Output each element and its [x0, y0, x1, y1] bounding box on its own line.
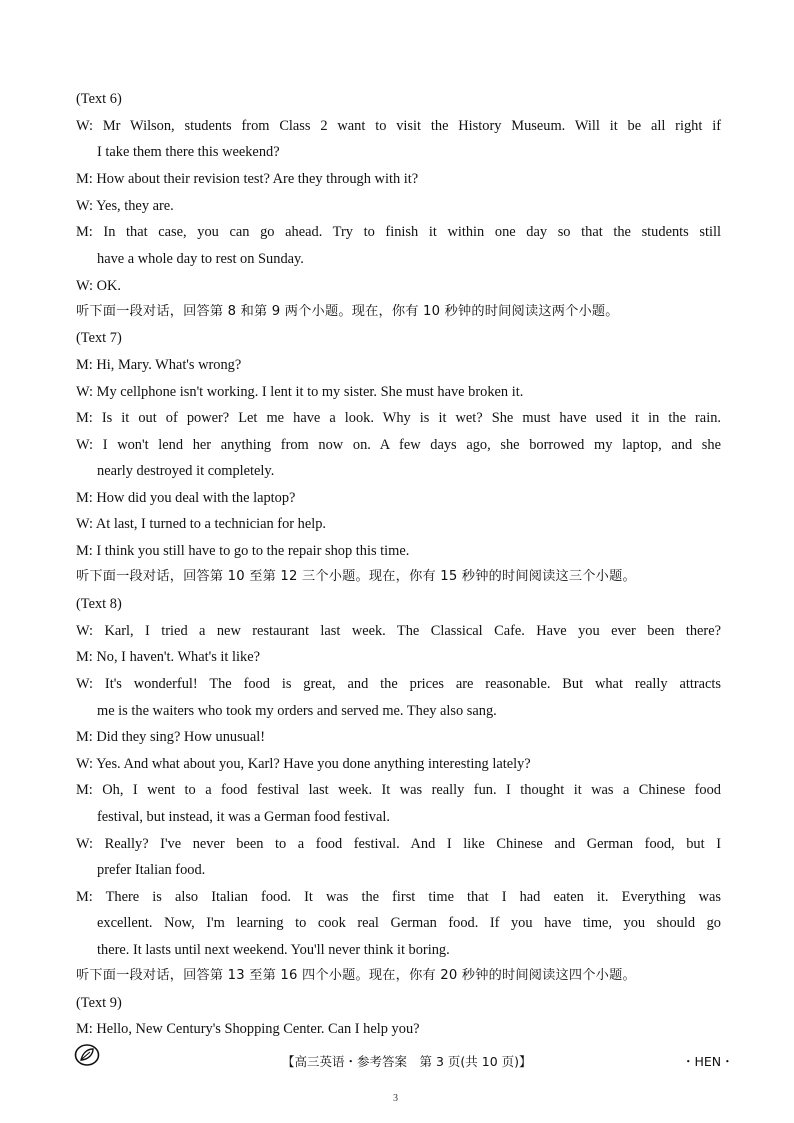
- dialogue-line: I take them there this weekend?: [97, 144, 280, 160]
- dialogue-line: W: Mr Wilson, students from Class 2 want to visit the History Museum. Will it be all right if: [76, 118, 721, 134]
- dialogue-line: M: There is also Italian food. It was the first time that I had eaten it. Everything was: [76, 889, 721, 905]
- page-number: 3: [393, 1093, 398, 1104]
- dialogue-line: M: How did you deal with the laptop?: [76, 490, 296, 506]
- footer-code: ・HEN・: [682, 1054, 734, 1069]
- dialogue-line: W: It's wonderful! The food is great, and the prices are reasonable. But what really attracts: [76, 676, 721, 692]
- text-7-label: (Text 7): [76, 330, 122, 346]
- text-6-label: (Text 6): [76, 91, 122, 107]
- dialogue-line: M: How about their revision test? Are they through with it?: [76, 171, 419, 187]
- dialogue-line: M: Oh, I went to a food festival last week. It was really fun. I thought it was a Chinese food: [76, 782, 721, 798]
- instruction-line: 听下面一段对话，回答第 10 至第 12 三个小题。现在，你有 15 秒钟的时间阅读这三个小题。: [76, 569, 636, 584]
- text-8-label: (Text 8): [76, 596, 122, 612]
- dialogue-line: M: I think you still have to go to the repair shop this time.: [76, 543, 410, 559]
- dialogue-line: M: Hello, New Century's Shopping Center. Can I help you?: [76, 1021, 420, 1037]
- dialogue-line: M: Is it out of power? Let me have a look. Why is it wet? She must have used it in the rain.: [76, 410, 721, 426]
- dialogue-line: M: In that case, you can go ahead. Try to finish it within one day so that the students still: [76, 224, 721, 240]
- dialogue-line: excellent. Now, I'm learning to cook real German food. If you have time, you should go: [97, 915, 721, 931]
- dialogue-line: W: My cellphone isn't working. I lent it to my sister. She must have broken it.: [76, 384, 524, 400]
- dialogue-line: W: Yes. And what about you, Karl? Have you done anything interesting lately?: [76, 756, 531, 772]
- dialogue-line: M: Hi, Mary. What's wrong?: [76, 357, 242, 373]
- dialogue-line: W: Karl, I tried a new restaurant last week. The Classical Cafe. Have you ever been there?: [76, 623, 721, 639]
- dialogue-line: have a whole day to rest on Sunday.: [97, 251, 304, 267]
- instruction-line: 听下面一段对话，回答第 8 和第 9 两个小题。现在，你有 10 秒钟的时间阅读这两个小题。: [76, 304, 619, 319]
- dialogue-line: me is the waiters who took my orders and served me. They also sang.: [97, 703, 497, 719]
- dialogue-line: M: Did they sing? How unusual!: [76, 729, 266, 745]
- dialogue-line: W: Yes, they are.: [76, 198, 174, 214]
- instruction-line: 听下面一段对话，回答第 13 至第 16 四个小题。现在，你有 20 秒钟的时间阅读这四个小题。: [76, 968, 636, 983]
- dialogue-line: nearly destroyed it completely.: [97, 463, 275, 479]
- dialogue-line: W: Really? I've never been to a food festival. And I like Chinese and German food, but I: [76, 836, 721, 852]
- leaf-logo-icon: [74, 1042, 100, 1068]
- dialogue-line: W: I won't lend her anything from now on. A few days ago, she borrowed my laptop, and she: [76, 437, 721, 453]
- dialogue-line: there. It lasts until next weekend. You'll never think it boring.: [97, 942, 450, 958]
- dialogue-line: M: No, I haven't. What's it like?: [76, 649, 260, 665]
- text-9-label: (Text 9): [76, 995, 122, 1011]
- dialogue-line: prefer Italian food.: [97, 862, 206, 878]
- dialogue-line: W: At last, I turned to a technician for help.: [76, 516, 327, 532]
- footer-page-info: 【高三英语・参考答案 第 3 页(共 10 页)】: [282, 1054, 532, 1069]
- dialogue-line: festival, but instead, it was a German food festival.: [97, 809, 390, 825]
- dialogue-line: W: OK.: [76, 278, 122, 294]
